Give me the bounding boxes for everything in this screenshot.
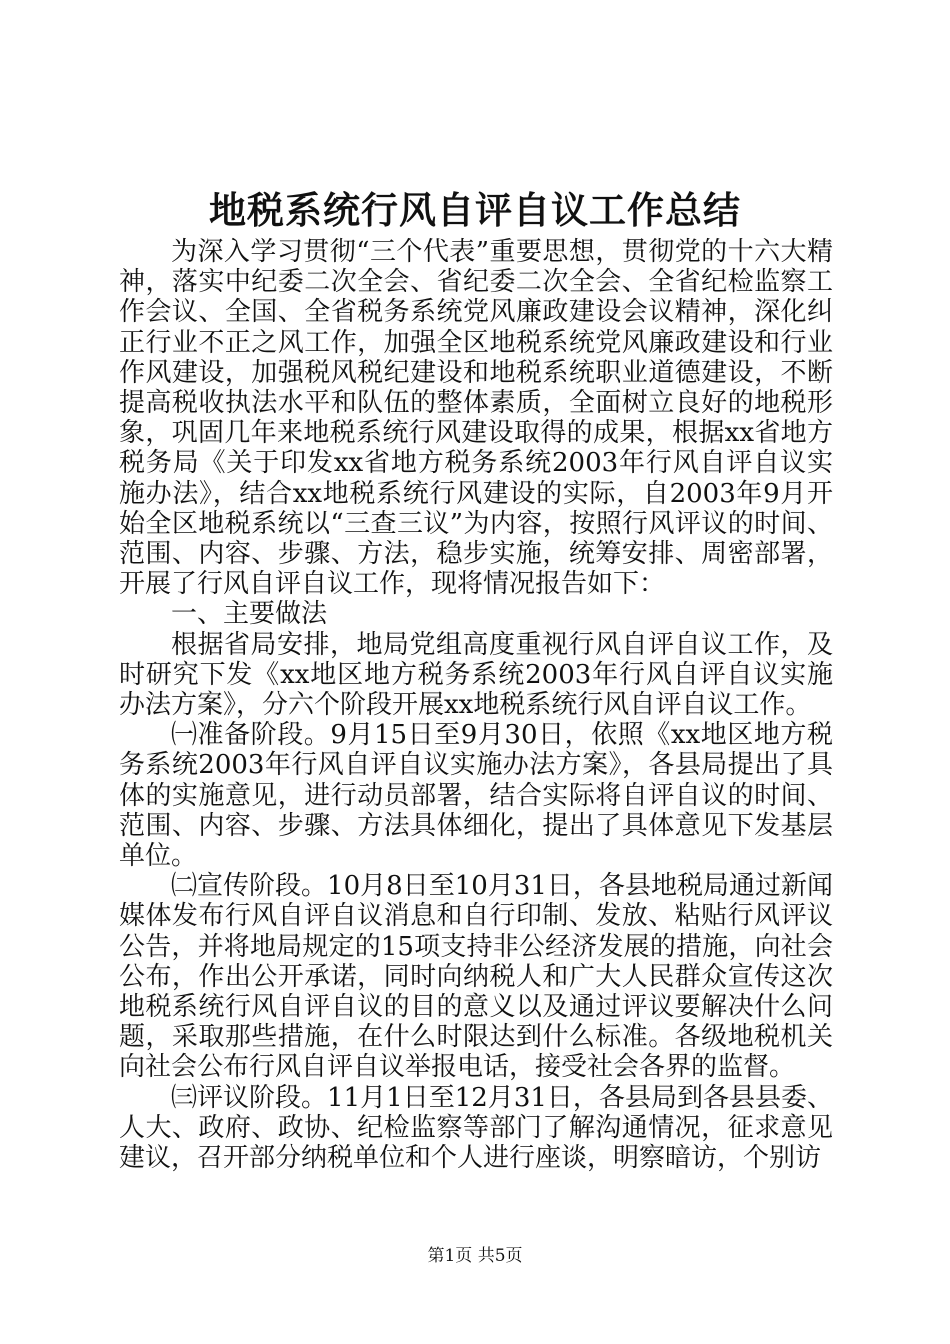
paragraph-stage-review: ㈢评议阶段。11月1日至12月31日，各县局到各县县委、人大、政府、政协、纪检监察等部门了解沟通情况，征求意见建议，召开部分纳税单位和个人进行座谈，明察暗访，个别访	[119, 1082, 833, 1174]
paragraph-arrangement: 根据省局安排，地局党组高度重视行风自评自议工作，及时研究下发《xx地区地方税务系统2003年行风自评自议实施办法方案》，分六个阶段开展xx地税系统行风自评自议工作。	[119, 629, 833, 721]
paragraph-intro: 为深入学习贯彻“三个代表”重要思想，贯彻党的十六大精神，落实中纪委二次全会、省纪委二次全会、全省纪检监察工作会议、全国、全省税务系统党风廉政建设会议精神，深化纠正行业不正之风工作，加强全区地税系统党风廉政建设和行业作风建设，加强税风税纪建设和地税系统职业道德建设，不断提高税收执法水平和队伍的整体素质，全面树立良好的地税形象，巩固几年来地税系统行风建设取得的成果，根据xx省地方税务局《关于印发xx省地方税务系统2003年行风自评自议实施办法》，结合xx地税系统行风建设的实际，自2003年9月开始全区地税系统以“三查三议”为内容，按照行风评议的时间、范围、内容、步骤、方法，稳步实施，统筹安排、周密部署，开展了行风自评自议工作，现将情况报告如下：	[119, 237, 833, 600]
section-heading-main-practices: 一、主要做法	[171, 599, 328, 630]
document-body	[119, 237, 833, 1173]
paragraph-stage-preparation: ㈠准备阶段。9月15日至9月30日，依照《xx地区地方税务系统2003年行风自评自议实施办法方案》，各县局提出了具体的实施意见，进行动员部署，结合实际将自评自议的时间、范围、内容、步骤、方法具体细化，提出了具体意见下发基层单位。	[119, 720, 833, 872]
document-title: 地税系统行风自评自议工作总结	[209, 189, 741, 232]
paragraph-stage-publicity: ㈡宣传阶段。10月8日至10月31日，各县地税局通过新闻媒体发布行风自评自议消息和自行印制、发放、粘贴行风评议公告，并将地局规定的15项支持非公经济发展的措施，向社会公布，作出公开承诺，同时向纳税人和广大人民群众宣传这次地税系统行风自评自议的目的意义以及通过评议要解决什么问题，采取那些措施，在什么时限达到什么标准。各级地税机关向社会公布行风自评自议举报电话，接受社会各界的监督。	[119, 871, 833, 1083]
page-number-footer: 第1页 共5页	[427, 1246, 523, 1266]
